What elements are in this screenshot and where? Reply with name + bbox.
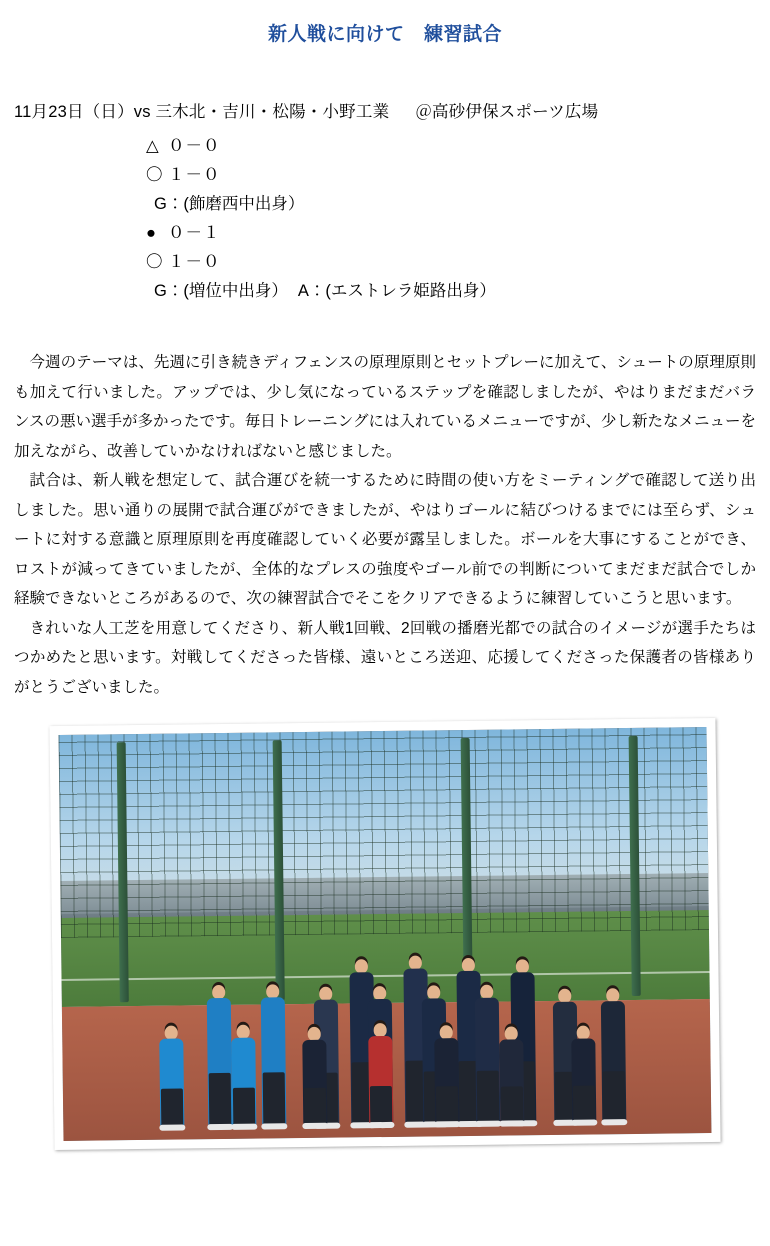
match-venue: ＠高砂伊保スポーツ広場	[415, 103, 599, 121]
paragraph: 今週のテーマは、先週に引き続きディフェンスの原理原則とセットプレーに加えて、シュートの原理原則も加えて行いました。アップでは、少し気になっているステップを確認しましたが、やはりまだまだバランスの悪い選手が多かったです。毎日トレーニングには入れているメニューですが、少し新たなメニューを加えながら、改善していかなければないと感じました。	[14, 354, 756, 460]
page-title: 新人戦に向けて 練習試合	[267, 24, 502, 45]
photo-person	[272, 984, 274, 1126]
result-score: ０－０	[168, 137, 221, 155]
photo-person	[565, 989, 567, 1123]
photo-person-crouching	[446, 1025, 447, 1124]
paragraph: きれいな人工芝を用意してくださり、新人戦1回戦、2回戦の播磨光都での試合のイメージが選手たちはつかめたと思います。対戦してくださった皆様、遠いところ送迎、応援してくださった保護者の皆様ありがとうございました。	[14, 619, 756, 696]
document-page	[0, 19, 770, 1246]
match-date-opponents: 11月23日（日）vs 三木北・吉川・松陽・小野工業	[14, 103, 390, 121]
result-row	[146, 132, 756, 161]
result-score: １－０	[168, 166, 221, 184]
photo-person-crouching	[583, 1026, 584, 1122]
photo-person-crouching	[511, 1027, 512, 1123]
photo-person	[415, 956, 417, 1125]
win-mark: 〇	[146, 253, 163, 271]
loss-mark: ●	[146, 224, 156, 242]
team-photo	[49, 718, 720, 1150]
team-photo-image	[59, 727, 712, 1141]
photo-team-group	[86, 853, 685, 1128]
result-score: １－０	[168, 253, 221, 271]
photo-person-crouching	[315, 1027, 316, 1126]
photo-person-crouching	[243, 1025, 244, 1127]
photo-person	[219, 985, 221, 1127]
goal-scorer: G：(増位中出身）	[154, 282, 288, 300]
match-header	[14, 98, 756, 122]
assist-provider: A：(エストレラ姫路出身）	[297, 282, 496, 300]
photo-person-crouching	[171, 1026, 172, 1128]
photo-person	[469, 958, 471, 1124]
scorer-row	[146, 190, 756, 219]
photo-person	[487, 984, 489, 1123]
goal-scorer: G：(飾磨西中出身）	[154, 195, 305, 213]
scorer-row	[146, 277, 756, 306]
result-row	[146, 248, 756, 277]
photo-person	[612, 988, 614, 1122]
result-score: ０－１	[168, 224, 221, 242]
body-text	[14, 348, 756, 702]
paragraph: 試合は、新人戦を想定して、試合運びを統一するために時間の使い方をミーティングで確認して送り出しました。思い通りの展開で試合運びができましたが、やはりゴールに結びつけるまでには至らず、シュートに対する意識と原理原則を再度確認していく必要が露呈しました。ボールを大事にすることができ、ロストが減ってきていましたが、全体的なプレスの強度やゴール前での判断についてまだまだ試合でしか経験できないところがあるので、次の練習試合でそこをクリアできるように練習していこうと思います。	[14, 472, 756, 607]
results-list	[146, 132, 756, 306]
photo-person	[361, 959, 363, 1125]
draw-mark: △	[146, 137, 159, 155]
result-row	[146, 219, 756, 248]
win-mark: 〇	[146, 166, 163, 184]
result-row	[146, 161, 756, 190]
photo-person-crouching	[380, 1023, 381, 1125]
